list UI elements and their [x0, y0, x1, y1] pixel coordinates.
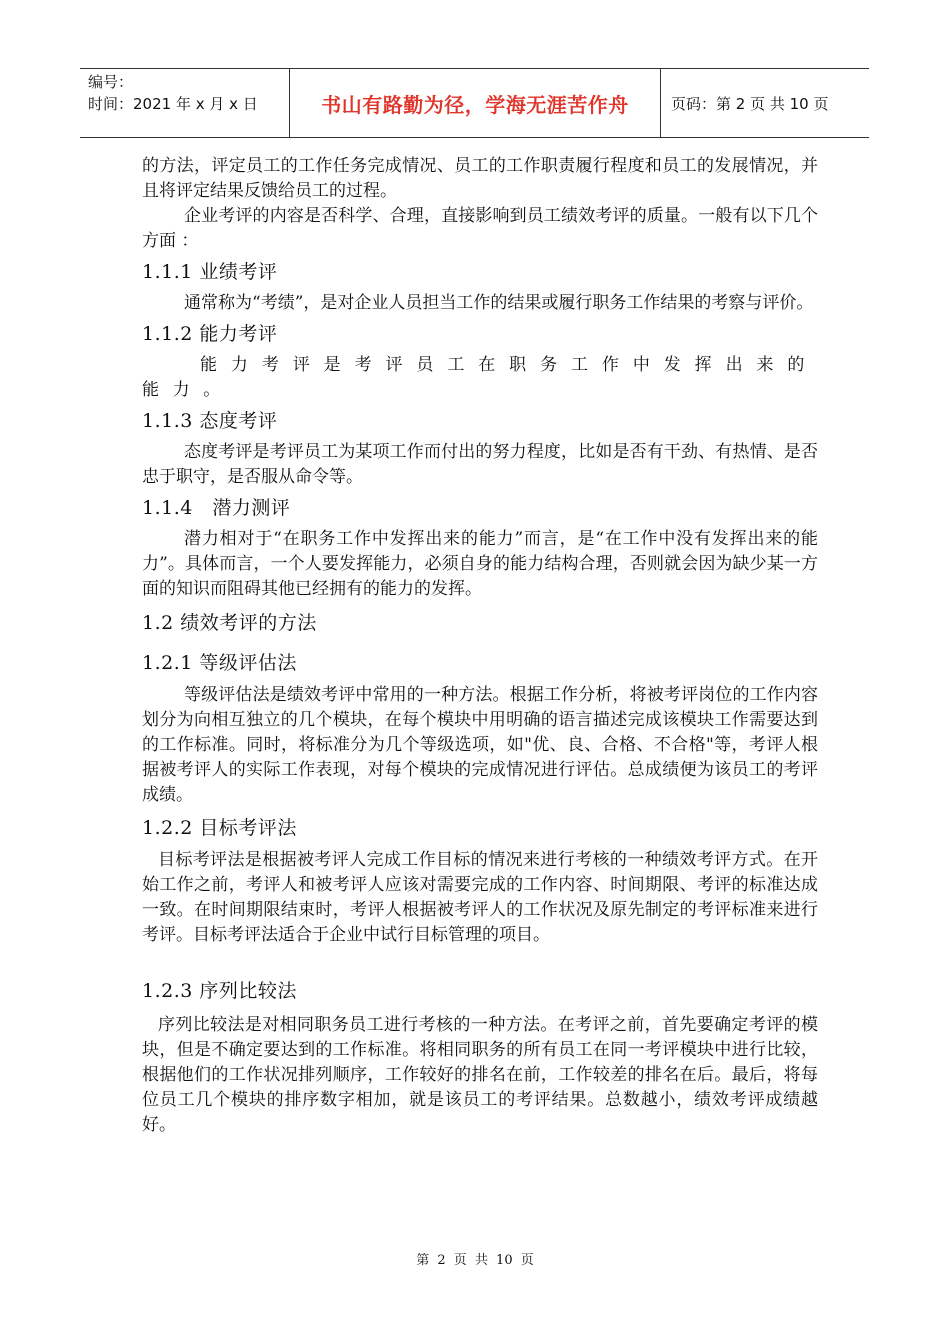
- paragraph-potential: 潜力相对于“在职务工作中发挥出来的能力”而言，是“在工作中没有发挥出来的能力”。具体而言，一个人要发挥能力，必须自身的能力结构合理，否则就会因为缺少某一方面的知识而阻碍其他已经拥有的能力的发挥。: [142, 529, 818, 599]
- time-label: 时间：2021 年 x 月 x 日: [88, 95, 258, 113]
- paragraph-content-overview: 企业考评的内容是否科学、合理，直接影响到员工绩效考评的质量。一般有以下几个方面 ：: [142, 206, 818, 251]
- heading-1-2-3: 1.2.3 序列比较法: [142, 980, 297, 1002]
- paragraph-performance: 通常称为“考绩”，是对企业人员担当工作的结果或履行职务工作结果的考察与评价。: [184, 293, 814, 313]
- heading-1-2: 1.2 绩效考评的方法: [142, 612, 317, 634]
- heading-1-1-1: 1.1.1 业绩考评: [142, 261, 278, 283]
- paragraph-ability: 能力考评是考评员工在职务工作中发挥出来的能力。: [142, 355, 818, 400]
- header-motto: [290, 69, 661, 137]
- header-meta: [80, 69, 290, 137]
- paragraph-grade-method: 等级评估法是绩效考评中常用的一种方法。根据工作分析，将被考评岗位的工作内容划分为向相互独立的几个模块，在每个模块中用明确的语言描述完成该模块工作需要达到的工作标准。同时，将标准分为几个等级选项，如"优、良、合格、不合格"等，考评人根据被考评人的实际工作表现，对每个模块的完成情况进行评估。总成绩便为该员工的考评成绩。: [142, 685, 818, 805]
- heading-1-1-3: 1.1.3 态度考评: [142, 410, 278, 432]
- document-header: [80, 68, 869, 138]
- paragraph-goal-method: 目标考评法是根据被考评人完成工作目标的情况来进行考核的一种绩效考评方式。在开始工作之前，考评人和被考评人应该对需要完成的工作内容、时间期限、考评的标准达成一致。在时间期限结束时，考评人根据被考评人的工作状况及原先制定的考评标准来进行考评。目标考评法适合于企业中试行目标管理的项目。: [142, 850, 818, 945]
- document-body: [142, 154, 818, 1138]
- number-label: 编号：: [88, 73, 134, 91]
- page-info-text: 页码：第 2 页 共 10 页: [671, 94, 829, 113]
- paragraph-intro-continued: 的方法，评定员工的工作任务完成情况、员工的工作职责履行程度和员工的发展情况，并且将评定结果反馈给员工的过程。: [142, 156, 818, 201]
- heading-1-1-2: 1.1.2 能力考评: [142, 323, 278, 345]
- motto-text: 书山有路勤为径，学海无涯苦作舟: [321, 92, 629, 117]
- heading-1-1-4: 1.1.4 潜力测评: [142, 497, 291, 519]
- paragraph-sequence-method: 序列比较法是对相同职务员工进行考核的一种方法。在考评之前，首先要确定考评的模块，但是不确定要达到的工作标准。将相同职务的所有员工在同一考评模块中进行比较，根据他们的工作状况排列顺序，工作较好的排名在前，工作较差的排名在后。最后，将每位员工几个模块的排序数字相加，就是该员工的考评结果。总数越小，绩效考评成绩越好。: [142, 1015, 818, 1135]
- page-footer: 第 2 页 共 10 页: [416, 1253, 534, 1268]
- heading-1-2-2: 1.2.2 目标考评法: [142, 817, 297, 839]
- heading-1-2-1: 1.2.1 等级评估法: [142, 652, 297, 674]
- paragraph-attitude: 态度考评是考评员工为某项工作而付出的努力程度，比如是否有干劲、有热情、是否忠于职守，是否服从命令等。: [142, 442, 818, 487]
- header-page-info: [661, 69, 869, 137]
